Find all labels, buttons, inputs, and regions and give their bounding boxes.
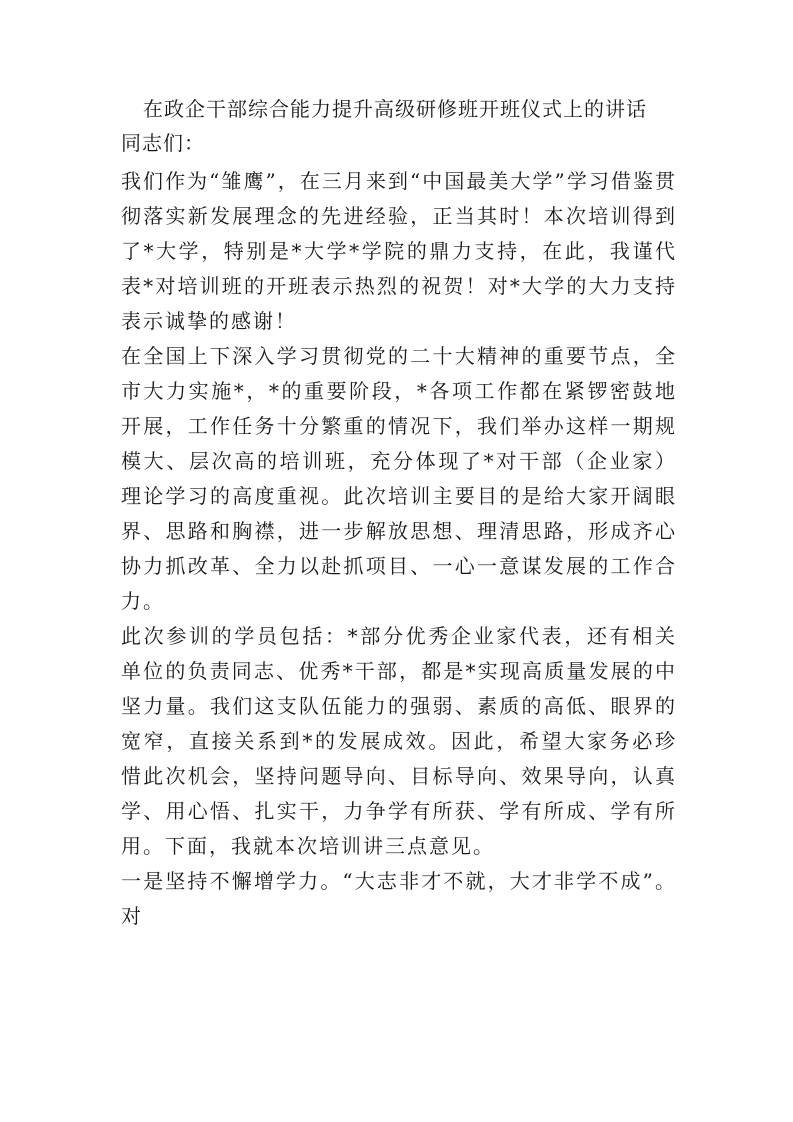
paragraph-opening: 我们作为“雏鹰”，在三月来到“中国最美大学”学习借鉴贯彻落实新发展理念的先进经验，正当其时！本次培训得到了*大学，特别是*大学*学院的鼎力支持，在此，我谨代表*对培训班的开班表示热烈的祝贺！对*大学的大力支持表示诚挚的感谢！ — [121, 169, 677, 333]
speech-title: 在政企干部综合能力提升高级研修班开班仪式上的讲话 — [143, 97, 647, 121]
paragraph-context: 在全国上下深入学习贯彻党的二十大精神的重要节点，全市大力实施*，*的重要阶段，*各项工作都在紧锣密鼓地开展，工作任务十分繁重的情况下，我们举办这样一期规模大、层次高的培训班，充分体现了*对干部（企业家）理论学习的高度重视。此次培训主要目的是给大家开阔眼界、思路和胸襟，进一步解放思想、理清思路，形成齐心协力抓改革、全力以赴抓项目、一心一意谋发展的工作合力。 — [121, 344, 677, 613]
salutation: 同志们： — [121, 131, 205, 155]
paragraph-point-one: 一是坚持不懈增学力。“大志非才不就，大才非学不成”。对 — [121, 869, 677, 928]
document-body — [121, 92, 677, 934]
paragraph-participants: 此次参训的学员包括：*部分优秀企业家代表，还有相关单位的负责同志、优秀*干部，都是*实现高质量发展的中坚力量。我们这支队伍能力的强弱、素质的高低、眼界的宽窄，直接关系到*的发展成效。因此，希望大家务必珍惜此次机会，坚持问题导向、目标导向、效果导向，认真学、用心悟、扎实干，力争学有所获、学有所成、学有所用。下面，我就本次培训讲三点意见。 — [121, 624, 677, 858]
